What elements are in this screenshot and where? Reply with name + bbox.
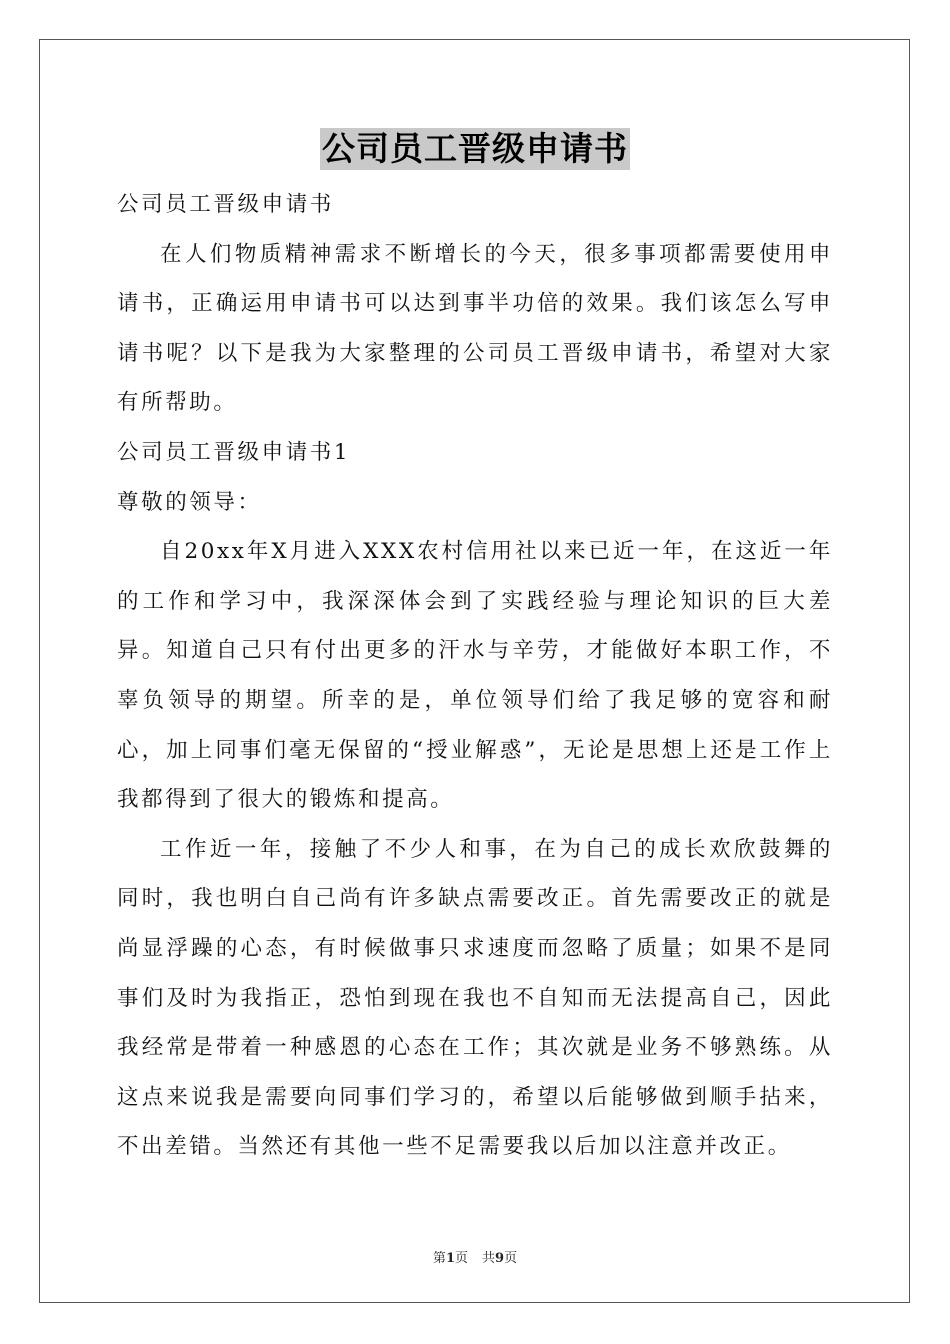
total-prefix: 共 [482,1251,496,1266]
body-paragraph-1: 自20xx年X月进入XXX农村信用社以来已近一年，在这近一年的工作和学习中，我深深体会到了实践经验与理论知识的巨大差异。知道自己只有付出更多的汗水与辛劳，才能做好本职工作，不辜负领导的期望。所幸的是，单位领导们给了我足够的宽容和耐心，加上同事们毫无保留的“授业解惑”，无论是思想上还是工作上我都得到了很大的锻炼和提高。 [117,539,833,813]
page-number: 1 [445,1251,455,1266]
page-prefix: 第 [432,1251,446,1266]
document-title: 公司员工晋级申请书 [322,129,628,168]
page-suffix: 页 [454,1251,468,1266]
document-body [117,180,833,1172]
total-suffix: 页 [504,1251,518,1266]
section-heading: 公司员工晋级申请书1 [117,439,351,465]
page-footer [0,1247,950,1266]
body-paragraph-2: 工作近一年，接触了不少人和事，在为自己的成长欢欣鼓舞的同时，我也明白自己尚有许多缺点需要改正。首先需要改正的就是尚显浮躁的心态，有时候做事只求速度而忽略了质量；如果不是同事们及时为我指正，恐怕到现在我也不自知而无法提高自己，因此我经常是带着一种感恩的心态在工作；其次就是业务不够熟练。从这点来说我是需要向同事们学习的，希望以后能够做到顺手拈来，不出差错。当然还有其他一些不足需要我以后加以注意并改正。 [117,836,833,1160]
total-pages: 9 [495,1251,505,1266]
title-container [0,128,950,170]
subtitle-paragraph: 公司员工晋级申请书 [117,192,334,217]
intro-paragraph: 在人们物质精神需求不断增长的今天，很多事项都需要使用申请书，正确运用申请书可以达到事半功倍的效果。我们该怎么写申请书呢？以下是我为大家整理的公司员工晋级申请书，希望对大家有所帮助。 [117,241,833,416]
salutation: 尊敬的领导： [117,489,262,515]
